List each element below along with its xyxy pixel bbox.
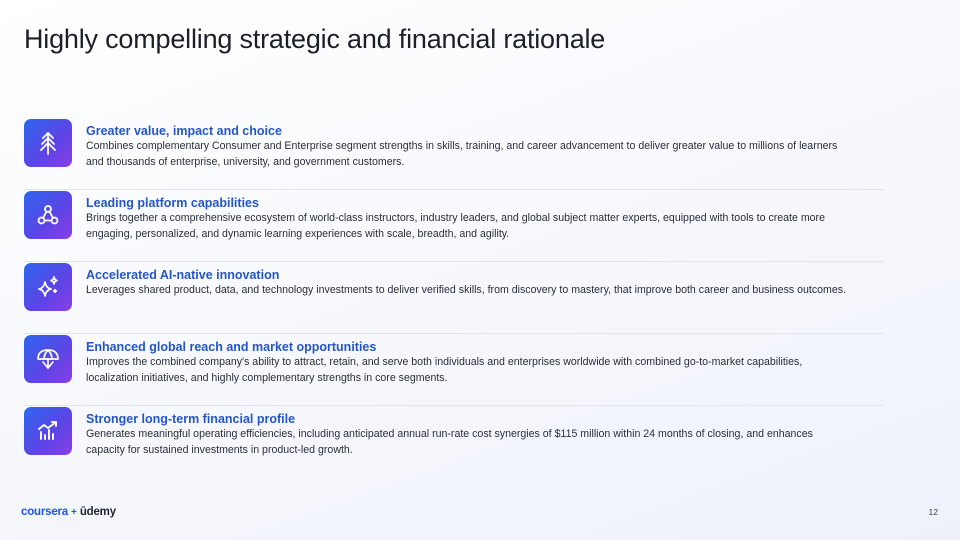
sparkles-icon — [24, 263, 72, 311]
logo-plus: + — [70, 506, 77, 518]
item-title: Stronger long-term financial profile — [86, 412, 296, 426]
rationale-item-financial — [24, 406, 884, 478]
rationale-item-platform — [24, 190, 884, 262]
item-description: Generates meaningful operating efficiencies, including anticipated annual run-rate cost synergies of $115 million within 24 months of closing, and enhances capacity for sustained investments in product-led growth. — [86, 428, 813, 456]
coursera-udemy-logo — [21, 506, 116, 518]
item-title: Accelerated AI-native innovation — [86, 268, 280, 282]
item-description: Leverages shared product, data, and technology investments to deliver verified skills, from discovery to mastery, that improve both career and business outcomes. — [86, 284, 846, 296]
rationale-item-global — [24, 334, 884, 406]
item-description: Brings together a comprehensive ecosystem of world-class instructors, industry leaders, and global subject matter experts, equipped with tools to create more engaging, personalized, and dynamic learning experiences with scale, breadth, and agility. — [86, 212, 825, 240]
slide-title: Highly compelling strategic and financial rationale — [24, 24, 606, 54]
item-title: Leading platform capabilities — [86, 196, 259, 210]
item-description: Improves the combined company's ability to attract, retain, and serve both individuals and enterprises worldwide with combined go-to-market capabilities, localization initiatives, and highly complementary strengths in core segments. — [86, 356, 803, 384]
chart-trend-up-icon — [24, 407, 72, 455]
rationale-list — [24, 118, 884, 478]
udemy-wordmark: ūdemy — [79, 506, 116, 518]
item-title: Enhanced global reach and market opportunities — [86, 340, 377, 354]
globe-umbrella-icon — [24, 335, 72, 383]
coursera-wordmark: coursera — [21, 506, 68, 518]
webhook-network-icon — [24, 191, 72, 239]
rationale-item-ai — [24, 262, 884, 334]
item-description: Combines complementary Consumer and Enterprise segment strengths in skills, training, and career advancement to deliver greater value to millions of learners and thousands of enterprise, university, and government customers. — [86, 140, 838, 168]
page-number: 12 — [928, 507, 938, 517]
arrows-up-tree-icon — [24, 119, 72, 167]
rationale-item-value — [24, 118, 884, 190]
item-title: Greater value, impact and choice — [86, 124, 282, 138]
